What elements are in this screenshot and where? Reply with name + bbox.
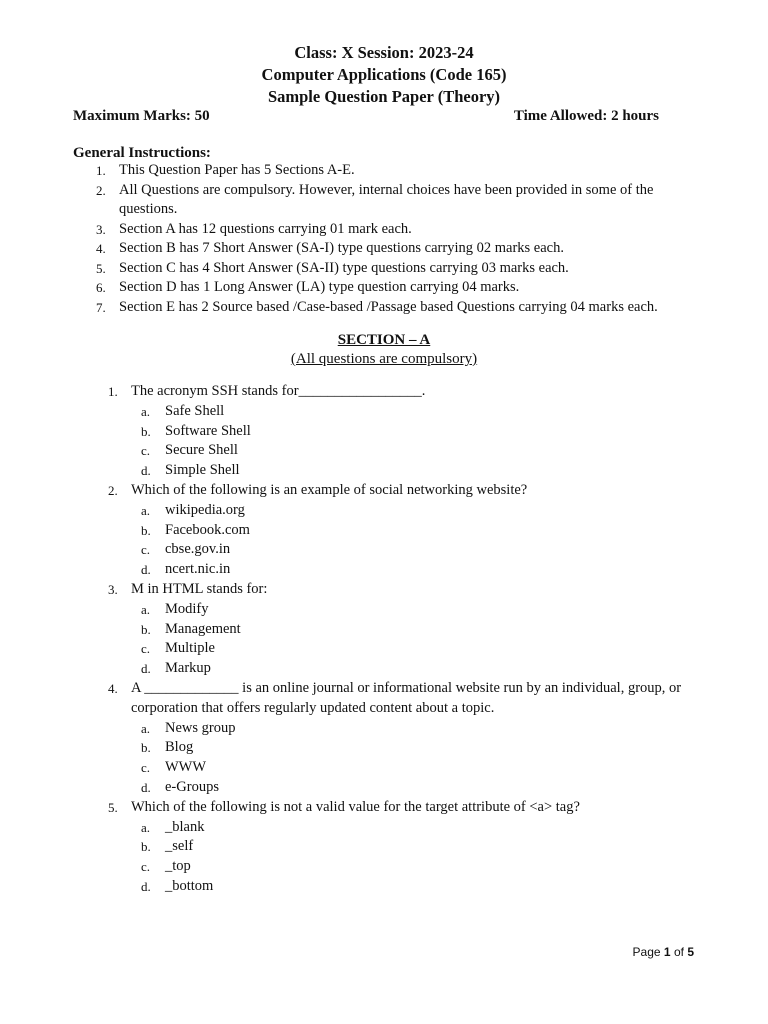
instruction-item [96, 278, 696, 298]
question-text: Which of the following is not a valid value for the target attribute of <a> tag? [131, 798, 580, 815]
option-text: Management [165, 620, 241, 637]
total-pages: 5 [687, 945, 694, 959]
instruction-number: 6. [96, 280, 106, 295]
question-item [108, 798, 688, 897]
instruction-number: 4. [96, 241, 106, 256]
option-item [131, 560, 688, 580]
option-text: ncert.nic.in [165, 561, 231, 578]
instruction-item [96, 181, 696, 220]
section-heading [0, 331, 768, 369]
option-list [131, 719, 688, 798]
question-text: Which of the following is an example of social networking website? [131, 481, 528, 498]
instruction-number: 1. [96, 163, 106, 178]
option-letter: a. [141, 601, 151, 617]
option-text: wikipedia.org [165, 501, 245, 518]
option-letter: b. [141, 740, 151, 756]
option-letter: d. [141, 878, 151, 894]
instruction-item [96, 239, 696, 259]
question-number: 1. [108, 384, 118, 399]
instruction-item [96, 220, 696, 240]
option-text: Facebook.com [165, 521, 250, 538]
question-item [108, 679, 688, 798]
option-text: _blank [165, 818, 205, 835]
general-instructions-heading: General Instructions: [73, 145, 211, 161]
section-subtitle: (All questions are compulsory) [290, 351, 478, 367]
option-item [131, 837, 688, 857]
instruction-number: 3. [96, 221, 106, 237]
option-text: Blog [165, 739, 194, 756]
option-letter: c. [141, 443, 151, 459]
option-text: e-Groups [165, 778, 219, 795]
option-item [131, 857, 688, 877]
option-item [131, 521, 688, 541]
option-letter: d. [141, 562, 151, 578]
subject-line: Computer Applications (Code 165) [261, 65, 507, 84]
option-item [131, 600, 688, 620]
option-list [131, 501, 688, 580]
option-item [131, 758, 688, 778]
option-letter: c. [141, 542, 151, 558]
question-text: The acronym SSH stands for_________________. [131, 383, 426, 399]
question-item [108, 382, 688, 481]
option-text: Safe Shell [165, 402, 225, 419]
of-word: of [673, 945, 684, 959]
option-text: News group [165, 719, 236, 736]
option-letter: c. [141, 859, 151, 875]
page-number [633, 944, 694, 960]
question-text: M in HTML stands for: [131, 580, 268, 597]
class-session-line: Class: X Session: 2023-24 [294, 43, 474, 62]
option-letter: b. [141, 839, 151, 855]
question-number: 3. [108, 581, 118, 597]
option-item [131, 441, 688, 461]
option-text: Secure Shell [165, 442, 238, 459]
option-text: _top [165, 858, 191, 875]
option-item [131, 402, 688, 422]
question-number: 2. [108, 482, 118, 498]
question-number: 5. [108, 799, 118, 815]
instruction-item [96, 161, 696, 181]
option-item [131, 659, 688, 679]
option-letter: b. [141, 522, 151, 538]
option-item [131, 461, 688, 481]
option-list [131, 402, 688, 481]
option-text: cbse.gov.in [165, 541, 231, 558]
marks-row [73, 106, 659, 126]
instruction-number: 5. [96, 260, 106, 276]
instruction-text: Section C has 4 Short Answer (SA-II) type questions carrying 03 marks each. [119, 259, 569, 276]
question-text: A _____________ is an online journal or informational website run by an individual, group, or corporation that offers regularly updated content about a topic. [131, 679, 682, 716]
general-instructions-list [96, 161, 696, 317]
option-item [131, 501, 688, 521]
question-number: 4. [108, 680, 118, 696]
option-letter: d. [141, 779, 151, 795]
instruction-text: Section D has 1 Long Answer (LA) type question carrying 04 marks. [119, 279, 520, 295]
option-letter: b. [141, 621, 151, 637]
time-allowed: Time Allowed: 2 hours [513, 108, 659, 124]
questions-list [108, 382, 688, 897]
option-text: Modify [165, 600, 209, 617]
option-item [131, 620, 688, 640]
option-letter: a. [141, 819, 151, 835]
option-item [131, 540, 688, 560]
option-item [131, 639, 688, 659]
option-item [131, 422, 688, 442]
option-text: Markup [165, 660, 211, 677]
maximum-marks: Maximum Marks: 50 [73, 108, 210, 124]
instruction-text: All Questions are compulsory. However, internal choices have been provided in some of the questions. [119, 181, 654, 217]
question-item [108, 580, 688, 679]
instruction-number: 7. [96, 299, 106, 315]
option-item [131, 738, 688, 758]
option-letter: d. [141, 661, 151, 677]
option-letter: a. [141, 720, 151, 736]
option-list [131, 600, 688, 679]
instruction-text: Section E has 2 Source based /Case-based /Passage based Questions carrying 04 marks each. [119, 298, 658, 315]
page-word: Page [632, 945, 661, 959]
option-item [131, 877, 688, 897]
option-letter: c. [141, 641, 151, 657]
instruction-number: 2. [96, 182, 106, 198]
option-letter: d. [141, 463, 151, 479]
section-title: SECTION – A [337, 332, 431, 348]
instruction-text: Section A has 12 questions carrying 01 mark each. [119, 220, 412, 237]
option-text: WWW [165, 759, 207, 776]
option-text: Software Shell [165, 422, 251, 439]
instruction-item [96, 259, 696, 279]
option-letter: a. [141, 403, 151, 419]
option-letter: a. [141, 502, 151, 518]
instruction-text: Section B has 7 Short Answer (SA-I) type questions carrying 02 marks each. [119, 240, 564, 256]
option-text: Multiple [165, 640, 215, 657]
question-item [108, 481, 688, 580]
option-list [131, 818, 688, 897]
option-item [131, 719, 688, 739]
option-item [131, 778, 688, 798]
current-page: 1 [663, 945, 671, 959]
instruction-item [96, 298, 696, 318]
option-text: Simple Shell [165, 462, 240, 479]
option-text: _self [165, 838, 194, 855]
instruction-text: This Question Paper has 5 Sections A-E. [119, 162, 355, 178]
option-text: _bottom [165, 877, 214, 894]
option-item [131, 818, 688, 838]
paper-header [0, 42, 768, 108]
option-letter: c. [141, 760, 151, 776]
option-letter: b. [141, 423, 151, 439]
paper-title: Sample Question Paper (Theory) [267, 87, 501, 106]
